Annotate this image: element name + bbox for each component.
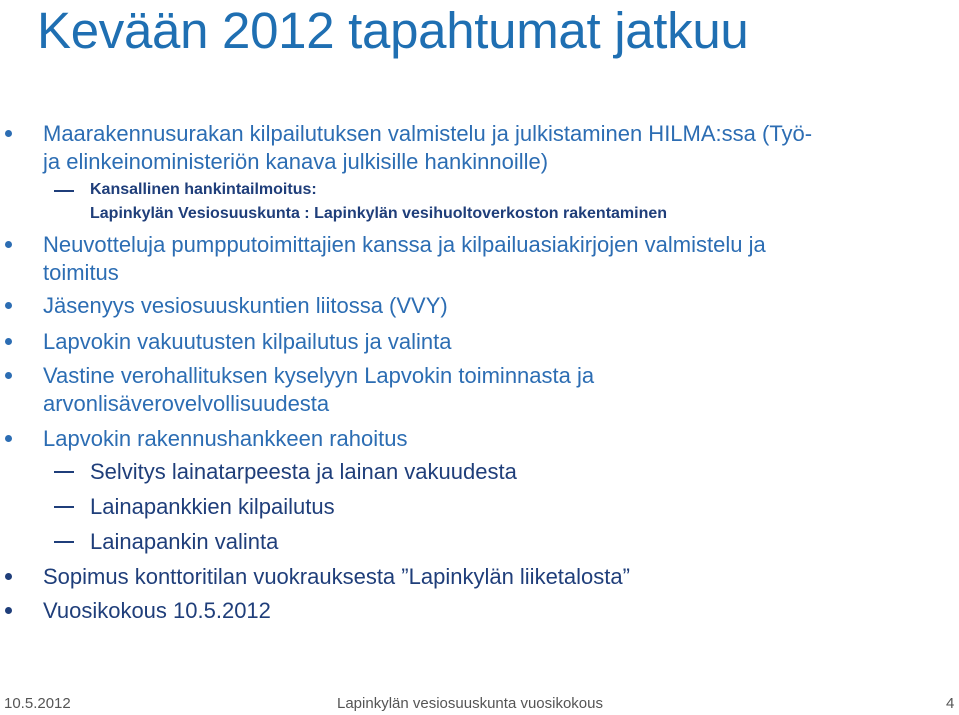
dash-icon xyxy=(54,190,74,192)
list-subitem-line: Lapinkylän Vesiosuuskunta : Lapinkylän vesihuoltoverkoston rakentaminen xyxy=(90,205,668,222)
list-item-line: Jäsenyys vesiosuuskuntien liitossa (VVY) xyxy=(43,293,448,318)
list-item-line: arvonlisäverovelvollisuudesta xyxy=(43,391,330,416)
slide-title: Kevään 2012 tapahtumat jatkuu xyxy=(37,2,749,59)
list-item-line: toimitus xyxy=(43,260,119,285)
bullet-icon xyxy=(5,573,12,580)
bullet-icon xyxy=(5,435,12,442)
list-item-line: ja elinkeinoministeriön kanava julkisille hankinnoille) xyxy=(43,149,549,174)
dash-icon xyxy=(54,471,74,473)
list-subitem-line: Kansallinen hankintailmoitus: xyxy=(90,181,317,198)
list-item-line: Neuvotteluja pumpputoimittajien kanssa ja kilpailuasiakirjojen valmistelu ja xyxy=(43,232,766,257)
list-subitem-line: Lainapankin valinta xyxy=(90,529,279,554)
bullet-icon xyxy=(5,338,12,345)
list-subitem-line: Lainapankkien kilpailutus xyxy=(90,494,335,519)
footer-organization: Lapinkylän vesiosuuskunta vuosikokous xyxy=(337,695,603,712)
list-item-line: Vastine verohallituksen kyselyyn Lapvokin toiminnasta ja xyxy=(43,363,595,388)
bullet-icon xyxy=(5,130,12,137)
bullet-icon xyxy=(5,372,12,379)
list-item-line: Sopimus konttoritilan vuokrauksesta ”Lapinkylän liiketalosta” xyxy=(43,564,630,589)
bullet-icon xyxy=(5,607,12,614)
dash-icon xyxy=(54,506,74,508)
list-item-line: Maarakennusurakan kilpailutuksen valmistelu ja julkistaminen HILMA:ssa (Työ- xyxy=(43,121,813,146)
list-item-line: Lapvokin vakuutusten kilpailutus ja valinta xyxy=(43,329,452,354)
list-subitem-line: Selvitys lainatarpeesta ja lainan vakuudesta xyxy=(90,459,517,484)
dash-icon xyxy=(54,541,74,543)
footer-date: 10.5.2012 xyxy=(4,695,71,712)
list-item-line: Vuosikokous 10.5.2012 xyxy=(43,598,271,623)
bullet-icon xyxy=(5,302,12,309)
footer-page-number: 4 xyxy=(946,695,955,712)
list-item-line: Lapvokin rakennushankkeen rahoitus xyxy=(43,426,408,451)
bullet-icon xyxy=(5,241,12,248)
